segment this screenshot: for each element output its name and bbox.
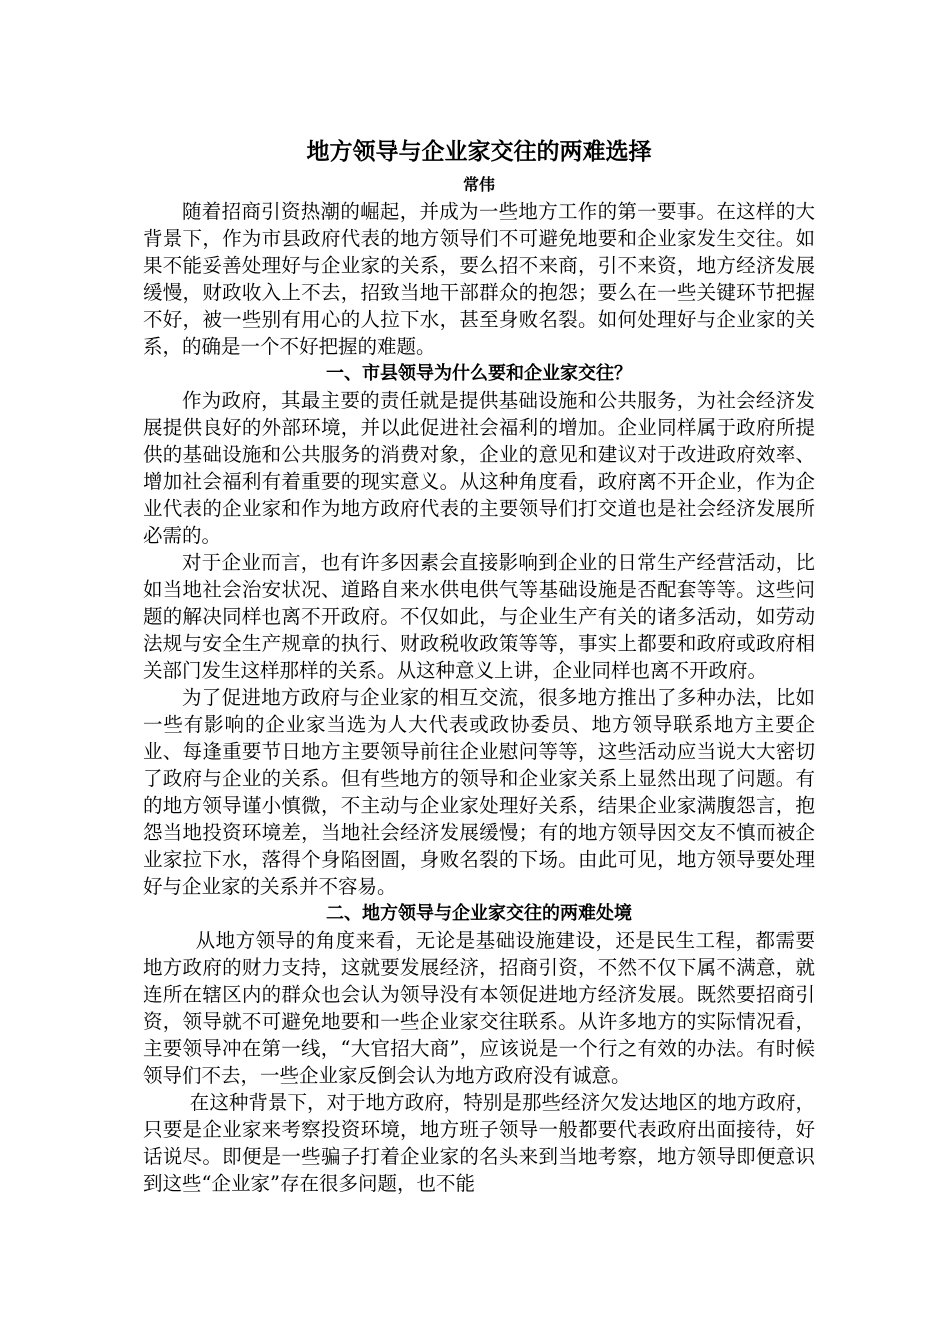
section-1-paragraph: 为了促进地方政府与企业家的相互交流，很多地方推出了多种办法，比如一些有影响的企业家当选为人大代表或政协委员、地方领导联系地方主要企业、每逢重要节日地方主要领导前往企业慰问等等，这些活动应当说大大密切了政府与企业的关系。但有些地方的领导和企业家关系上显然出现了问题。有的地方领导谨小慎微，不主动与企业家处理好关系，结果企业家满腹怨言，抱怨当地投资环境差，当地社会经济发展缓慢；有的地方领导因交友不慎而被企业家拉下水，落得个身陷囹圄，身败名裂的下场。由此可见，地方领导要处理好与企业家的关系并不容易。 xyxy=(143,686,815,898)
document-page xyxy=(143,132,815,1197)
section-1-paragraph: 对于企业而言，也有许多因素会直接影响到企业的日常生产经营活动，比如当地社会治安状况、道路自来水供电供气等基础设施是否配套等等。这些问题的解决同样也离不开政府。不仅如此，与企业生产有关的诸多活动，如劳动法规与安全生产规章的执行、财政税收政策等等，事实上都要和政府或政府相关部门发生这样那样的关系。从这种意义上讲，企业同样也离不开政府。 xyxy=(143,551,815,682)
section-1-heading: 一、市县领导为什么要和企业家交往？ xyxy=(326,363,632,384)
section-2-paragraph: 从地方领导的角度来看，无论是基础设施建设，还是民生工程，都需要地方政府的财力支持，这就要发展经济，招商引资，不然不仅下属不满意，就连所在辖区内的群众也会认为领导没有本领促进地方经济发展。既然要招商引资，领导就不可避免地要和一些企业家交往联系。从许多地方的实际情况看，主要领导冲在第一线，“大官招大商”，应该说是一个行之有效的办法。有时候领导们不去，一些企业家反倒会认为地方政府没有诚意。 xyxy=(143,929,815,1087)
author-name: 常伟 xyxy=(462,175,495,194)
section-2-heading: 二、地方领导与企业家交往的两难处境 xyxy=(326,903,632,924)
section-1-paragraph: 作为政府，其最主要的责任就是提供基础设施和公共服务，为社会经济发展提供良好的外部环境，并以此促进社会福利的增加。企业同样属于政府所提供的基础设施和公共服务的消费对象，企业的意见和建议对于改进政府效率、增加社会福利有着重要的现实意义。从这种角度看，政府离不开企业，作为企业代表的企业家和作为地方政府代表的主要领导们打交道也是社会经济发展所必需的。 xyxy=(143,389,815,547)
section-2-paragraph: 在这种背景下，对于地方政府，特别是那些经济欠发达地区的地方政府，只要是企业家来考察投资环境，地方班子领导一般都要代表政府出面接待，好话说尽。即便是一些骗子打着企业家的名头来到当地考察，地方领导即便意识到这些“企业家”存在很多问题，也不能 xyxy=(143,1091,815,1195)
document-title: 地方领导与企业家交往的两难选择 xyxy=(306,139,652,165)
intro-paragraph: 随着招商引资热潮的崛起，并成为一些地方工作的第一要事。在这样的大背景下，作为市县政府代表的地方领导们不可避免地要和企业家发生交往。如果不能妥善处理好与企业家的关系，要么招不来商，引不来资，地方经济发展缓慢，财政收入上不去，招致当地干部群众的抱怨；要么在一些关键环节把握不好，被一些别有用心的人拉下水，甚至身败名裂。如何处理好与企业家的关系，的确是一个不好把握的难题。 xyxy=(143,200,815,358)
